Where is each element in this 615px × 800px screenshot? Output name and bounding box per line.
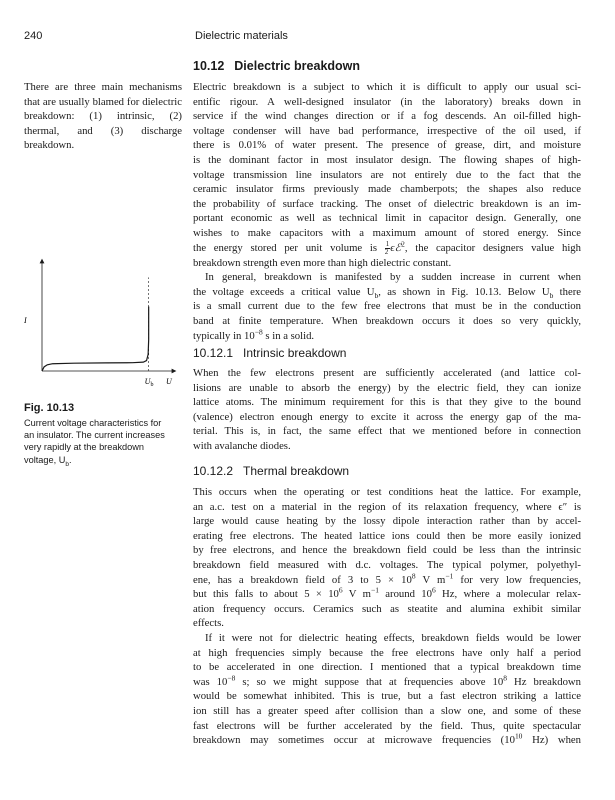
text-line: with avalanche diodes. xyxy=(193,439,291,452)
text-line: Electric breakdown is a subject to which it is difficult to apply our usual sci- xyxy=(193,81,581,93)
text-line: to be accelerated in one direction. I mentioned that a typical breakdown time xyxy=(193,661,581,674)
energy-formula-line: the energy stored per unit volume is $\frac{1}{2}$ ϵℰ$^2$, the capacitor designers value high xyxy=(193,238,581,256)
text-line: ation frequency occurs. Ceramics such as steatite and alumina exhibit similar xyxy=(193,602,581,615)
breakdown-voltage-label: $U_b$ xyxy=(144,377,154,387)
text-line: entific rigour. A well-designed insulator (in the laboratory) breaks down in xyxy=(193,95,581,108)
text-line: wishes to make capacitors with a maximum amount of stored energy. Since xyxy=(193,226,581,239)
intrinsic-text xyxy=(193,366,581,454)
text-line: is the dominant factor in most insulator design. The flowing shapes of high- xyxy=(193,153,581,166)
text-line: there is 0.01% of water present. The presence of grease, dirt, and moisture xyxy=(193,139,581,152)
text-line: breakdown may sometimes occur at microwave frequencies ($10^{10}$ Hz) when xyxy=(193,731,581,747)
subsection-heading-thermal: 10.12.2 Thermal breakdown xyxy=(193,464,350,478)
figure-caption xyxy=(24,402,184,466)
text-line: an a.c. test on a material in the region of its relaxation frequency, where ϵ″ is xyxy=(193,500,581,513)
text-line: by free electrons, and hence the breakdown field could be less than the intrinsic xyxy=(193,544,581,557)
text-line: lisions are unable to absorb the energy) by the electric field, they can ionize xyxy=(193,381,581,394)
section-title: Dielectric breakdown xyxy=(234,59,361,73)
text-line: the probability of surface tracking. The onset of dielectric breakdown is an im- xyxy=(193,197,581,210)
text-line: service if the wind changes direction or if a fog descends. An oil-filled high- xyxy=(193,110,581,123)
text-line: When the few electrons present are sufficiently accelerated (and lattice col- xyxy=(193,367,581,379)
text-line: would be somewhat inhibited. This is true, but a fast electron striking a lattice xyxy=(193,690,581,703)
iv-curve-line xyxy=(42,307,149,371)
text-line: is a small current due to the few free electrons that must be in the conduction xyxy=(193,300,581,313)
figure-label: Fig. 10.13 xyxy=(24,402,75,414)
text-line: band at finite temperature. When breakdown occurs it does so very quickly, xyxy=(193,314,581,327)
iv-characteristic-figure xyxy=(24,255,184,387)
text-line: at high frequencies simply because the free electrons have only half a period xyxy=(193,646,581,659)
text-line: ion still has a greater speed after collision than a slow one, and some of these xyxy=(193,704,581,717)
text-line: typically in $10^{-8}$ s in a solid. xyxy=(193,326,315,342)
text-line: terial. This is, in fact, the same effect that we mentioned before in connection xyxy=(193,425,581,438)
text-line: (valence) electron enough energy to excite it across the energy gap of the ma- xyxy=(193,410,581,423)
text-line: large would cause heating by the lossy dipole interaction rather than by accel- xyxy=(193,515,581,528)
text-line: breakdown strength even more than high dielectric constant. xyxy=(193,256,452,269)
margin-note: There are three main mechanisms that are usually blamed for dielectric breakdown: (1) intrinsic, (2) thermal, and (3) discharge breakdown. xyxy=(24,81,182,152)
running-title: Dielectric materials xyxy=(195,30,288,42)
text-line: erating free electrons. The heated lattice ions could then be more easily ionized xyxy=(193,529,581,542)
text-line: portant economic as well as technical limit in capacitor design. Generally, one xyxy=(193,212,581,225)
thermal-text xyxy=(193,485,581,748)
section-heading xyxy=(193,59,360,73)
text-line: was $10^{-8}$ s; so we might suppose that at frequencies above $10^8$ Hz breakdown xyxy=(193,673,581,688)
text-line: lattice atoms. The minimum requirement for this is that they give to the bound xyxy=(193,396,581,409)
text-line: effects. xyxy=(193,617,224,630)
y-axis-label: I xyxy=(24,316,27,325)
one-half-fraction: $\frac{1}{2}$ xyxy=(384,239,390,256)
section-number: 10.12 xyxy=(193,59,225,73)
text-line: In general, breakdown is manifested by a sudden increase in current when xyxy=(205,271,581,284)
text-line: breakdown field measured with d.c. voltages. The typical polymer, polyethyl- xyxy=(193,558,581,571)
text-line: fast electrons will be further accelerated by the field. Thus, quite spectacular xyxy=(193,719,581,732)
text-line: the voltage exceeds a critical value $U_b$, as shown in Fig. 10.13. Below $U_b$ there xyxy=(193,285,582,300)
x-axis-label: U xyxy=(166,377,172,386)
text-line: but this falls to about $5 \times 10^6$ V $m^{-1}$ around $10^6$ Hz, where a molecular relax- xyxy=(193,585,581,601)
page-number: 240 xyxy=(24,30,43,42)
text-line: voltage condenser will have bad performance, irrespective of the oil used, if xyxy=(193,124,581,137)
text-line: This occurs when the operating or test conditions heat the lattice. For example, xyxy=(193,486,581,498)
text-line: ene, has a breakdown field of 3 to $5 \times 10^8$ V $m^{-1}$ for very low frequencies, xyxy=(193,571,581,586)
text-line: If it were not for dielectric heating effects, breakdown fields would be lower xyxy=(205,631,581,644)
figure-caption-text: Current voltage characteristics for an insulator. The current increases very rapidly at the breakdown voltage, $U_b$. xyxy=(24,418,165,468)
text-line: ceramic insulator firms previously made chamberpots; the shapes also reduce xyxy=(193,183,581,196)
subsection-heading-intrinsic: 10.12.1 Intrinsic breakdown xyxy=(193,346,347,360)
intro-text xyxy=(193,80,581,343)
text-line: voltage transmission line insulators are not entirely due to the fact that the xyxy=(193,168,581,181)
